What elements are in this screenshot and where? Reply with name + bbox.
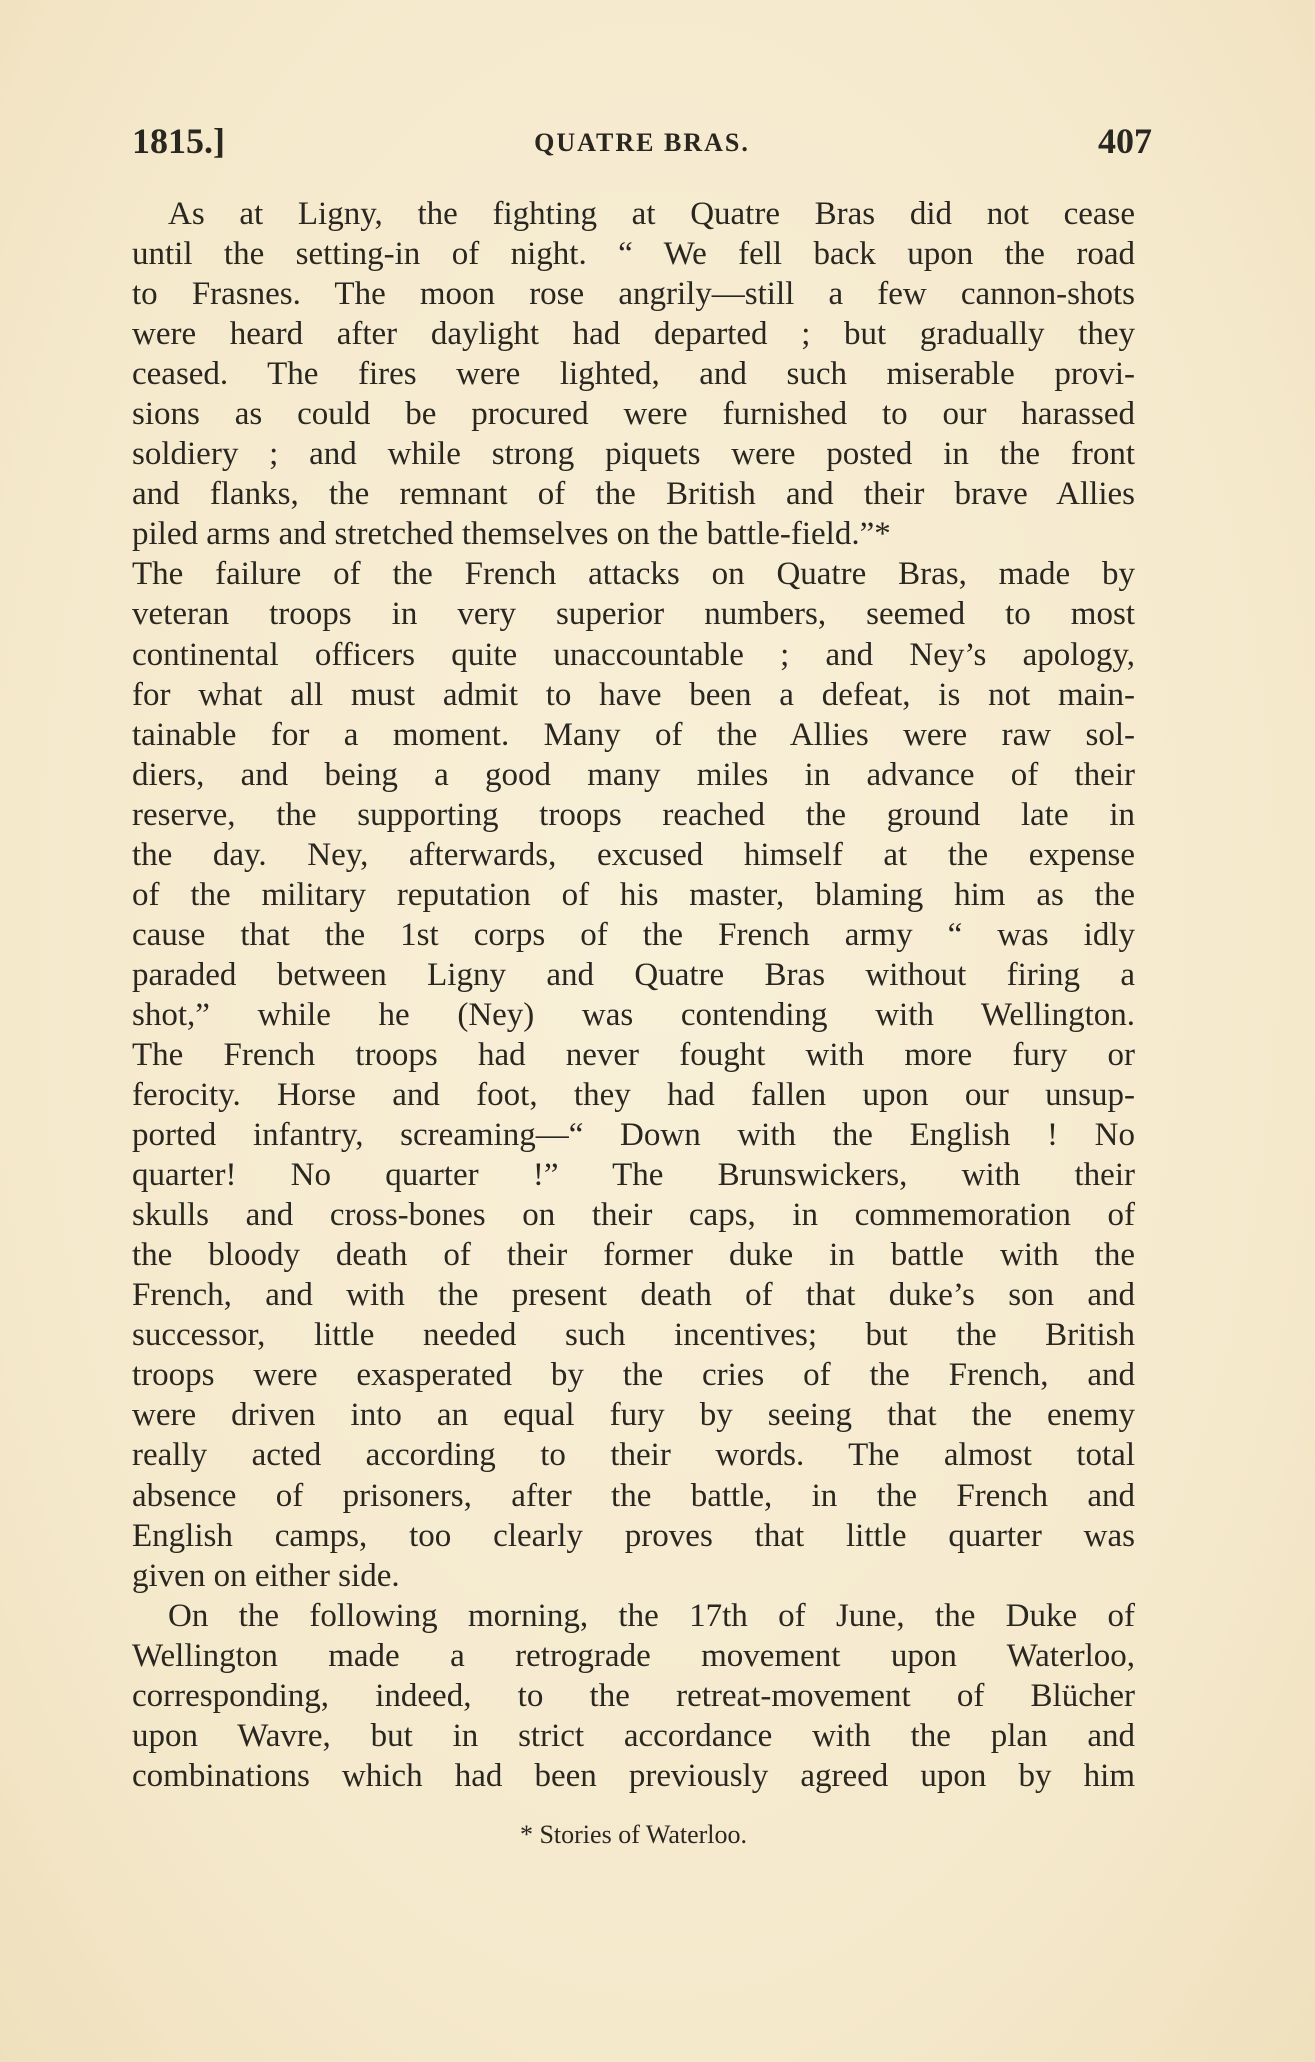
text-line: reserve, the supporting troops reached the ground late in [132, 796, 1135, 833]
running-title: QUATRE BRAS. [534, 128, 750, 157]
text-line: upon Wavre, but in strict accordance with the plan and [132, 1717, 1135, 1754]
text-line: French, and with the present death of that duke’s son and [132, 1277, 1135, 1314]
text-line: to Frasnes. The moon rose angrily—still a few cannon-shots [132, 276, 1135, 313]
text-line: On the following morning, the 17th of June, the Duke of [168, 1597, 1135, 1634]
text-line: English camps, too clearly proves that little quarter was [132, 1517, 1135, 1554]
text-line: The French troops had never fought with more fury or [132, 1036, 1135, 1073]
text-line: quarter! No quarter !” The Brunswickers, with their [132, 1157, 1135, 1194]
text-line: piled arms and stretched themselves on the battle-field.”* [132, 516, 891, 553]
text-line: were heard after daylight had departed ; but gradually they [132, 316, 1135, 353]
text-line: troops were exasperated by the cries of the French, and [132, 1357, 1135, 1394]
text-line: tainable for a moment. Many of the Allies were raw sol- [132, 716, 1135, 753]
text-line: for what all must admit to have been a defeat, is not main- [132, 676, 1135, 713]
text-line: continental officers quite unaccountable ; and Ney’s apology, [132, 636, 1135, 673]
text-line: corresponding, indeed, to the retreat-movement of Blücher [132, 1677, 1135, 1714]
text-line: As at Ligny, the fighting at Quatre Bras did not cease [168, 196, 1135, 232]
text-line: The failure of the French attacks on Quatre Bras, made by [132, 556, 1135, 593]
text-line: cause that the 1st corps of the French army “ was idly [132, 916, 1135, 953]
text-line: of the military reputation of his master, blaming him as the [132, 876, 1135, 913]
text-line: shot,” while he (Ney) was contending with Wellington. [132, 996, 1135, 1033]
text-line: skulls and cross-bones on their caps, in commemoration of [132, 1197, 1135, 1234]
text-line: the day. Ney, afterwards, excused himself at the expense [132, 836, 1135, 873]
text-line: ceased. The fires were lighted, and such miserable provi- [132, 356, 1135, 393]
text-line: diers, and being a good many miles in advance of their [132, 756, 1135, 793]
text-line: and flanks, the remnant of the British and their brave Allies [132, 476, 1135, 513]
text-line: sions as could be procured were furnished to our harassed [132, 396, 1135, 433]
text-line: given on either side. [132, 1557, 400, 1594]
text-line: veteran troops in very superior numbers, seemed to most [132, 596, 1135, 633]
text-line: really acted according to their words. The almost total [132, 1437, 1135, 1474]
text-line: ported infantry, screaming—“ Down with the English ! No [132, 1117, 1135, 1154]
footnote: * Stories of Waterloo. [519, 1820, 748, 1849]
text-line: the bloody death of their former duke in battle with the [132, 1237, 1135, 1274]
page-number: 407 [1098, 121, 1152, 161]
body-text [132, 194, 1135, 1796]
text-line: absence of prisoners, after the battle, in the French and [132, 1477, 1135, 1514]
running-year: 1815.] [132, 121, 225, 161]
text-line: ferocity. Horse and foot, they had fallen upon our unsup- [132, 1077, 1135, 1114]
text-line: Wellington made a retrograde movement upon Waterloo, [132, 1637, 1135, 1674]
text-line: soldiery ; and while strong piquets were posted in the front [132, 436, 1135, 473]
text-line: paraded between Ligny and Quatre Bras without firing a [132, 956, 1135, 993]
text-line: combinations which had been previously agreed upon by him [132, 1757, 1135, 1794]
text-line: until the setting-in of night. “ We fell back upon the road [132, 236, 1135, 273]
running-header [132, 120, 1152, 170]
text-line: were driven into an equal fury by seeing that the enemy [132, 1397, 1135, 1434]
text-line: successor, little needed such incentives; but the British [132, 1317, 1135, 1354]
